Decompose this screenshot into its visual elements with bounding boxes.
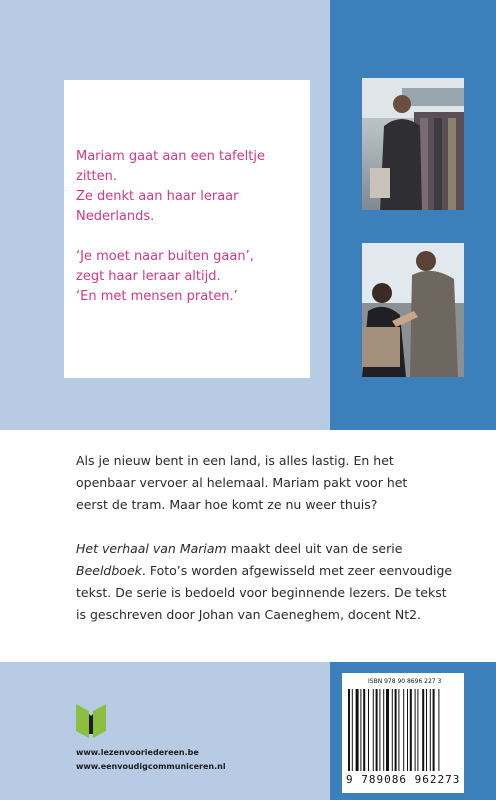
blurb-paragraph-2	[76, 538, 476, 626]
blurb-line: eerst de tram. Maar hoe komt ze nu weer thuis?	[76, 497, 378, 512]
blurb-line	[76, 538, 476, 560]
quote-line: Mariam gaat aan een tafeltje	[76, 149, 265, 164]
website-url-2[interactable]: www.eenvoudigcommuniceren.nl	[76, 762, 226, 771]
bottom-left-background	[0, 662, 330, 800]
blurb-text-segment: . Foto’s worden afgewisseld met zeer eenvoudige	[141, 563, 453, 578]
barcode-box	[342, 673, 464, 793]
quote-line: zegt haar leraar altijd.	[76, 269, 221, 284]
blurb-line: is geschreven door Johan van Caeneghem, docent Nt2.	[76, 607, 422, 622]
quote-line: ‘En met mensen praten.’	[76, 289, 238, 304]
barcode-icon	[346, 689, 460, 771]
series-name: Beeldboek	[76, 563, 142, 578]
blurb-line: Als je nieuw bent in een land, is alles lastig. En het	[76, 453, 394, 468]
quote-card	[64, 80, 310, 378]
book-title: Het verhaal van Mariam	[76, 541, 227, 556]
quote-line: ‘Je moet naar buiten gaan’,	[76, 249, 254, 264]
photo-market-stall-illustration	[362, 78, 464, 210]
quote-line: zitten.	[76, 169, 117, 184]
quote-line: Ze denkt aan haar leraar	[76, 189, 239, 204]
quote-paragraph-1	[76, 147, 304, 227]
blurb-line	[76, 560, 476, 582]
photo-market-stall	[362, 78, 464, 210]
barcode-digits: 9 789086 962273	[346, 773, 461, 786]
quote-line: Nederlands.	[76, 209, 155, 224]
photo-two-people-illustration	[362, 243, 464, 377]
publisher-logo-icon	[76, 704, 106, 738]
blurb-paragraph-1	[76, 450, 476, 516]
quote-paragraph-2	[76, 247, 304, 307]
blurb-line: tekst. De serie is bedoeld voor beginnende lezers. De tekst	[76, 585, 447, 600]
blurb-text-segment: maakt deel uit van de serie	[226, 541, 403, 556]
isbn-label: ISBN 978 90 8696 227 3	[368, 678, 442, 685]
back-cover-blurb-section	[0, 430, 496, 662]
quote-text	[76, 147, 304, 327]
blurb-text	[76, 450, 476, 648]
website-url-1[interactable]: www.lezenvooriedereen.be	[76, 748, 199, 757]
photo-two-people	[362, 243, 464, 377]
blurb-line: openbaar vervoer al helemaal. Mariam pakt voor het	[76, 475, 408, 490]
